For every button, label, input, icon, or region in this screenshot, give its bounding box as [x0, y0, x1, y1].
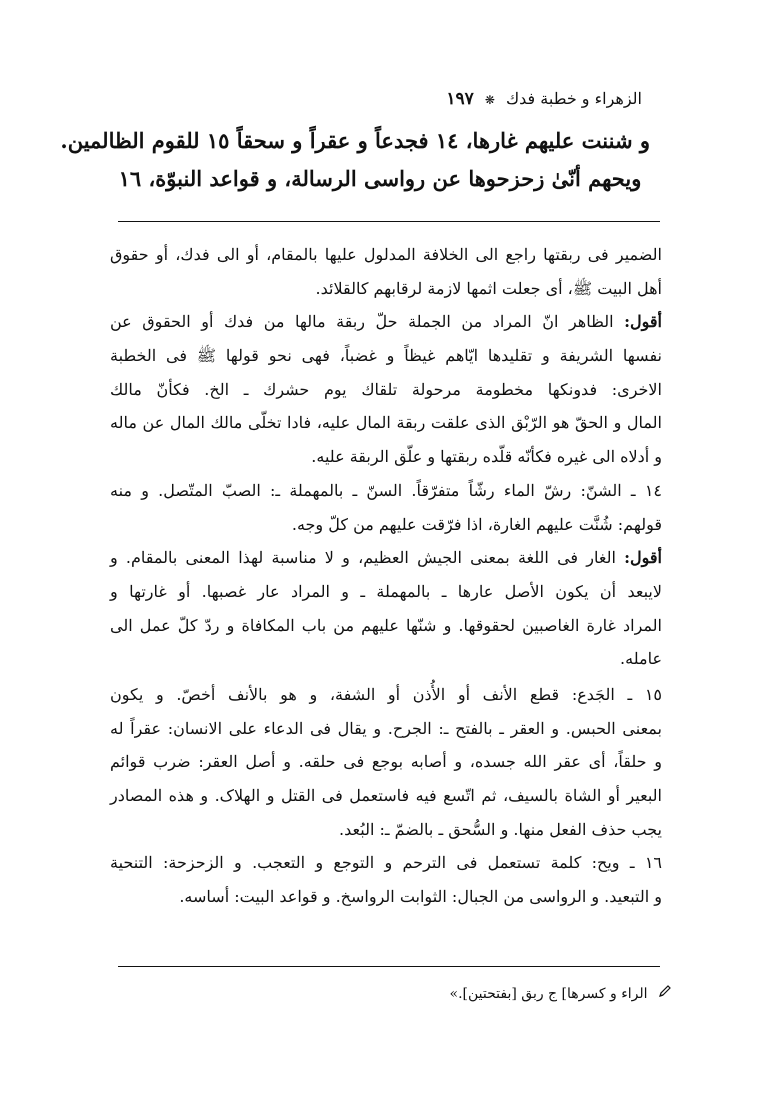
commentary-section [110, 238, 662, 914]
commentary-paragraph [110, 305, 662, 473]
text-line: أقول: الغار فى اللغة بمعنى الجيش العظيم، و لا مناسبة لهذا المعنى بالمقام. و [110, 548, 662, 568]
running-header [446, 86, 642, 113]
pencil-icon [654, 986, 672, 1002]
footnote-entry-16 [110, 846, 662, 913]
page-footnote [450, 982, 672, 1006]
footnote-text: الراء و كسرها] ج ربق [بفتحتين].» [449, 986, 648, 1002]
text-line: المال و الحقّ هو الرّبْق الذى علقت ربقة المال عليه، فادا تخلّى مالك المال عن ماله [110, 413, 662, 433]
text-line: قولهم: شُنَّت عليهم الغارة، اذا فرّقت عليهم من كلّ وجه. [291, 514, 662, 534]
text-line: يجب حذف الفعل منها. و السُّحق ـ بالضمّ ـ: البُعد. [339, 819, 662, 839]
commentary-paragraph [110, 238, 662, 305]
text-line: ١٥ ـ الجَدع: قطع الأنف أو الأُذن أو الشفة، و هو بالأنف أخصّ. و يكون [110, 684, 662, 704]
header-separator: ❋ [484, 93, 495, 107]
text-line: و أدلاه الى غيره فكأنّه قلّده ربقتها و علّق الربقة عليه. [311, 447, 662, 467]
text-line: و التبعيد. و الرواسى من الجبال: الثوابت الرواسخ. و قواعد البيت: أساسه. [179, 887, 662, 907]
page-number: ١٩٧ [446, 89, 474, 109]
text-line: لايبعد أن يكون الأصل عارها ـ بالمهملة ـ و المراد عار غصبها. أو غارتها و [110, 581, 662, 601]
text-line: و حلقاً، أى عقر الله جسده، و أصابه بوجع فى حلقه. و أصل العقر: ضرب قوائم [110, 752, 662, 772]
header-title: الزهراء و خطبة فدك [505, 89, 642, 108]
text-line: نفسها الشريفة و تقليدها ايّاهم غيظاً و غضباً، فهى نحو قولها ﷺ فى الخطبة [110, 346, 662, 366]
commentary-paragraph [110, 541, 662, 676]
text-line: الضمير فى ربقتها راجع الى الخلافة المدلول عليها بالمقام، أو الى فدك، أو حقوق [110, 245, 663, 264]
sermon-text-line-1: و شننت عليهم غارها، ١٤ فجدعاً و عقراً و سحقاً ١٥ للقوم الظالمين. [60, 128, 650, 153]
footnote-entry-14 [110, 474, 662, 541]
divider-top [118, 221, 660, 222]
text-line: الاخرى: فدونكها مخطومة مرحولة تلقاك يوم حشرك ـ الخ. فكأنّ مالك [110, 379, 662, 399]
text-line: بمعنى الحبس. و العقر ـ بالفتح ـ: الجرح. و يقال فى الدعاء على الانسان: عقراً له [110, 718, 662, 738]
keyword-aqulu: أقول: [624, 548, 662, 568]
text-line: أقول: الظاهر انّ المراد من الجملة حلّ ربقة مالها من فدك أو الحقوق عن [110, 312, 662, 332]
text-line: المراد غارة الغاصبين لحقوقها. و شنّها عليهم من باب المكافاة و ردّ كلّ عمل الى [110, 615, 662, 635]
divider-bottom [118, 966, 660, 967]
text-line: البعير أو الشاة بالسيف، ثم اتّسع فيه فاستعمل فى القتل و الهلاک. و هذه المصادر [110, 786, 662, 805]
footnote-entry-15 [110, 678, 662, 846]
text-line: أهل البيت ﷺ، أى جعلت اثمها لازمة لرقابهم كالقلائد. [315, 278, 662, 298]
keyword-aqulu: أقول: [624, 312, 662, 332]
sermon-text-line-2: ويحهم أنّىٰ زحزحوها عن رواسى الرسالة، و قواعد النبوّة، ١٦ [118, 166, 642, 191]
text-line: عامله. [620, 649, 662, 669]
text-line: ١٤ ـ الشنّ: رشّ الماء رشّاً متفرّقاً. السنّ ـ بالمهملة ـ: الصبّ المتّصل. و منه [110, 480, 663, 500]
text-line: ١٦ ـ ويح: كلمة تستعمل فى الترحم و التوجع و التعجب. و الزحزحة: التنحية [110, 853, 663, 873]
